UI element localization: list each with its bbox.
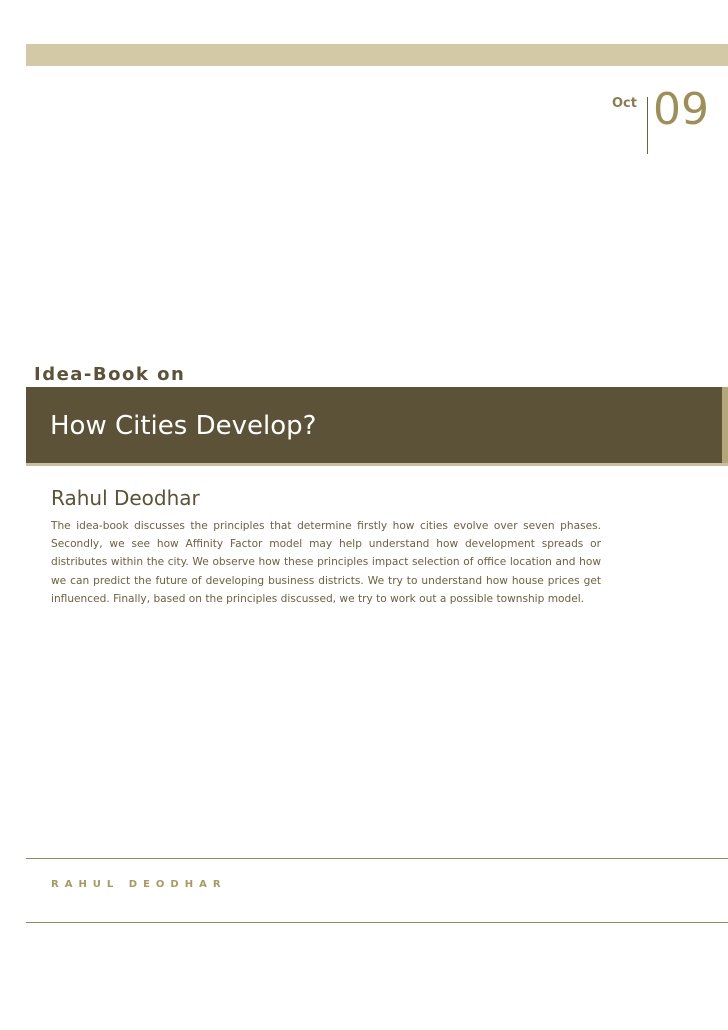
cover-author: Rahul Deodhar [51, 486, 200, 510]
date-divider [647, 97, 648, 154]
footer-rule-bottom [26, 922, 728, 923]
cover-abstract: The idea-book discusses the principles that determine firstly how cities evolve over seven phases. Secondly, we see how Affinity Factor model may help understand how development spreads or distributes within the city. We observe how these principles impact selection of office location and how we can predict the future of developing business districts. We try to understand how house prices get influenced. Finally, based on the principles discussed, we try to work out a possible township model. [51, 520, 601, 605]
cover-title: How Cities Develop? [50, 411, 317, 441]
title-band [26, 387, 728, 463]
top-accent-band [26, 44, 728, 66]
date-year: 09 [653, 84, 709, 135]
cover-subtitle: Idea-Book on [34, 364, 186, 385]
footer-rule-top [26, 858, 728, 859]
date-month: Oct [612, 96, 637, 111]
title-band-underline [26, 463, 728, 466]
footer-author: RAHUL DEODHAR [51, 879, 227, 890]
